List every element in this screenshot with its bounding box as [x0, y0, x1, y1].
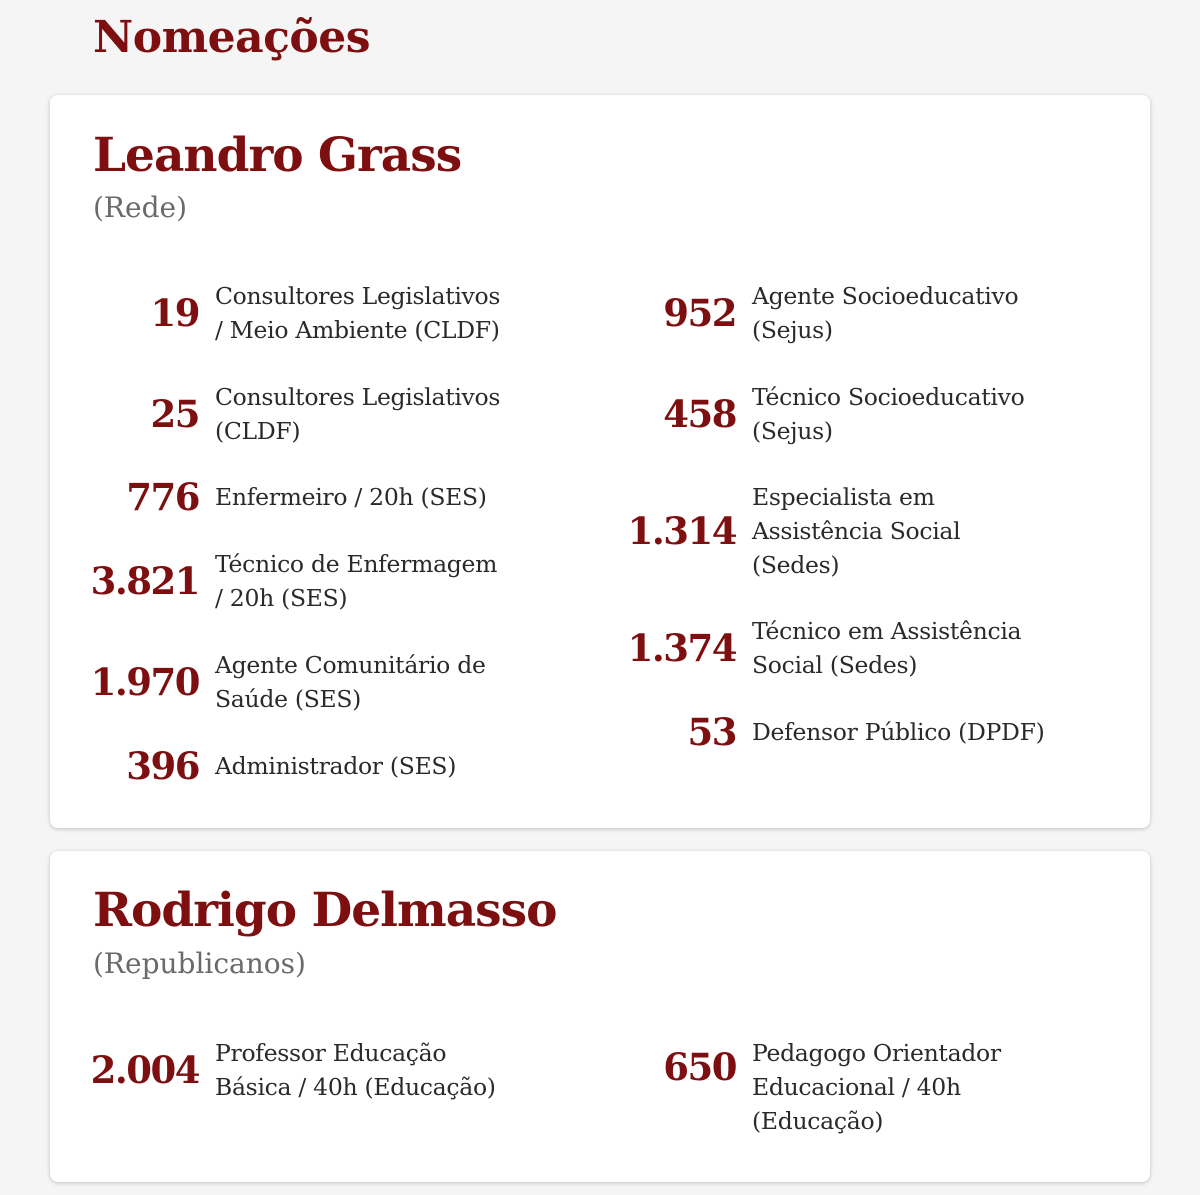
- appointment-count: 19: [150, 291, 199, 335]
- appointment-role: Administrador (SES): [215, 752, 457, 780]
- appointment-role: Consultores Legislativos / Meio Ambiente (CLDF): [215, 282, 501, 344]
- appointment-role: Professor Educação Básica / 40h (Educação): [215, 1039, 496, 1101]
- appointment-role: Agente Socioeducativo (Sejus): [752, 282, 1019, 344]
- appointment-item: [90, 648, 570, 716]
- appointee-name: Leandro Grass: [93, 128, 462, 183]
- appointment-count: 396: [126, 744, 199, 788]
- page-title: Nomeações: [93, 12, 371, 63]
- appointment-item: [90, 279, 570, 347]
- appointment-count: 25: [150, 392, 199, 436]
- appointment-role: Agente Comunitário de Saúde (SES): [215, 651, 486, 713]
- appointment-count: 53: [687, 710, 736, 754]
- appointment-role: Técnico de Enfermagem / 20h (SES): [215, 550, 498, 612]
- appointment-item: [90, 1036, 570, 1104]
- appointment-count: 952: [663, 291, 736, 335]
- appointments-list-right: [627, 279, 1127, 754]
- appointment-count: 2.004: [90, 1048, 199, 1092]
- appointment-item: [90, 547, 570, 615]
- appointment-role: Especialista em Assistência Social (Sedes): [752, 483, 961, 579]
- appointment-role: Consultores Legislativos (CLDF): [215, 383, 501, 445]
- appointment-count: 1.314: [627, 509, 736, 553]
- appointment-count: 3.821: [90, 559, 199, 603]
- appointment-count: 1.374: [627, 626, 736, 670]
- appointment-item: [627, 380, 1127, 448]
- appointment-item: [90, 744, 570, 788]
- appointment-role: Enfermeiro / 20h (SES): [215, 483, 487, 511]
- appointment-item: [627, 279, 1127, 347]
- appointee-party: (Republicanos): [93, 947, 306, 980]
- appointment-item: [90, 380, 570, 448]
- appointment-count: 650: [663, 1045, 736, 1089]
- appointment-item: [627, 480, 1127, 582]
- appointment-count: 458: [663, 392, 736, 436]
- appointee-card-rodrigo-delmasso: [50, 851, 1150, 1182]
- appointments-list-right: [627, 1036, 1127, 1135]
- appointments-list-left: [90, 1036, 570, 1104]
- appointment-role: Técnico em Assistência Social (Sedes): [752, 617, 1022, 679]
- appointment-count: 1.970: [90, 660, 199, 704]
- appointment-item: [627, 614, 1127, 682]
- appointee-card-leandro-grass: [50, 95, 1150, 828]
- appointment-role: Técnico Socioeducativo (Sejus): [752, 383, 1025, 445]
- appointment-item: [627, 1036, 1127, 1135]
- appointments-list-left: [90, 279, 570, 788]
- appointment-count: 776: [126, 475, 199, 519]
- appointee-name: Rodrigo Delmasso: [93, 883, 557, 938]
- appointee-party: (Rede): [93, 191, 187, 224]
- appointment-role: Pedagogo Orientador Educacional / 40h (Educação): [752, 1039, 1001, 1135]
- appointment-role: Defensor Público (DPDF): [752, 718, 1045, 746]
- appointment-item: [90, 475, 570, 519]
- appointment-item: [627, 710, 1127, 754]
